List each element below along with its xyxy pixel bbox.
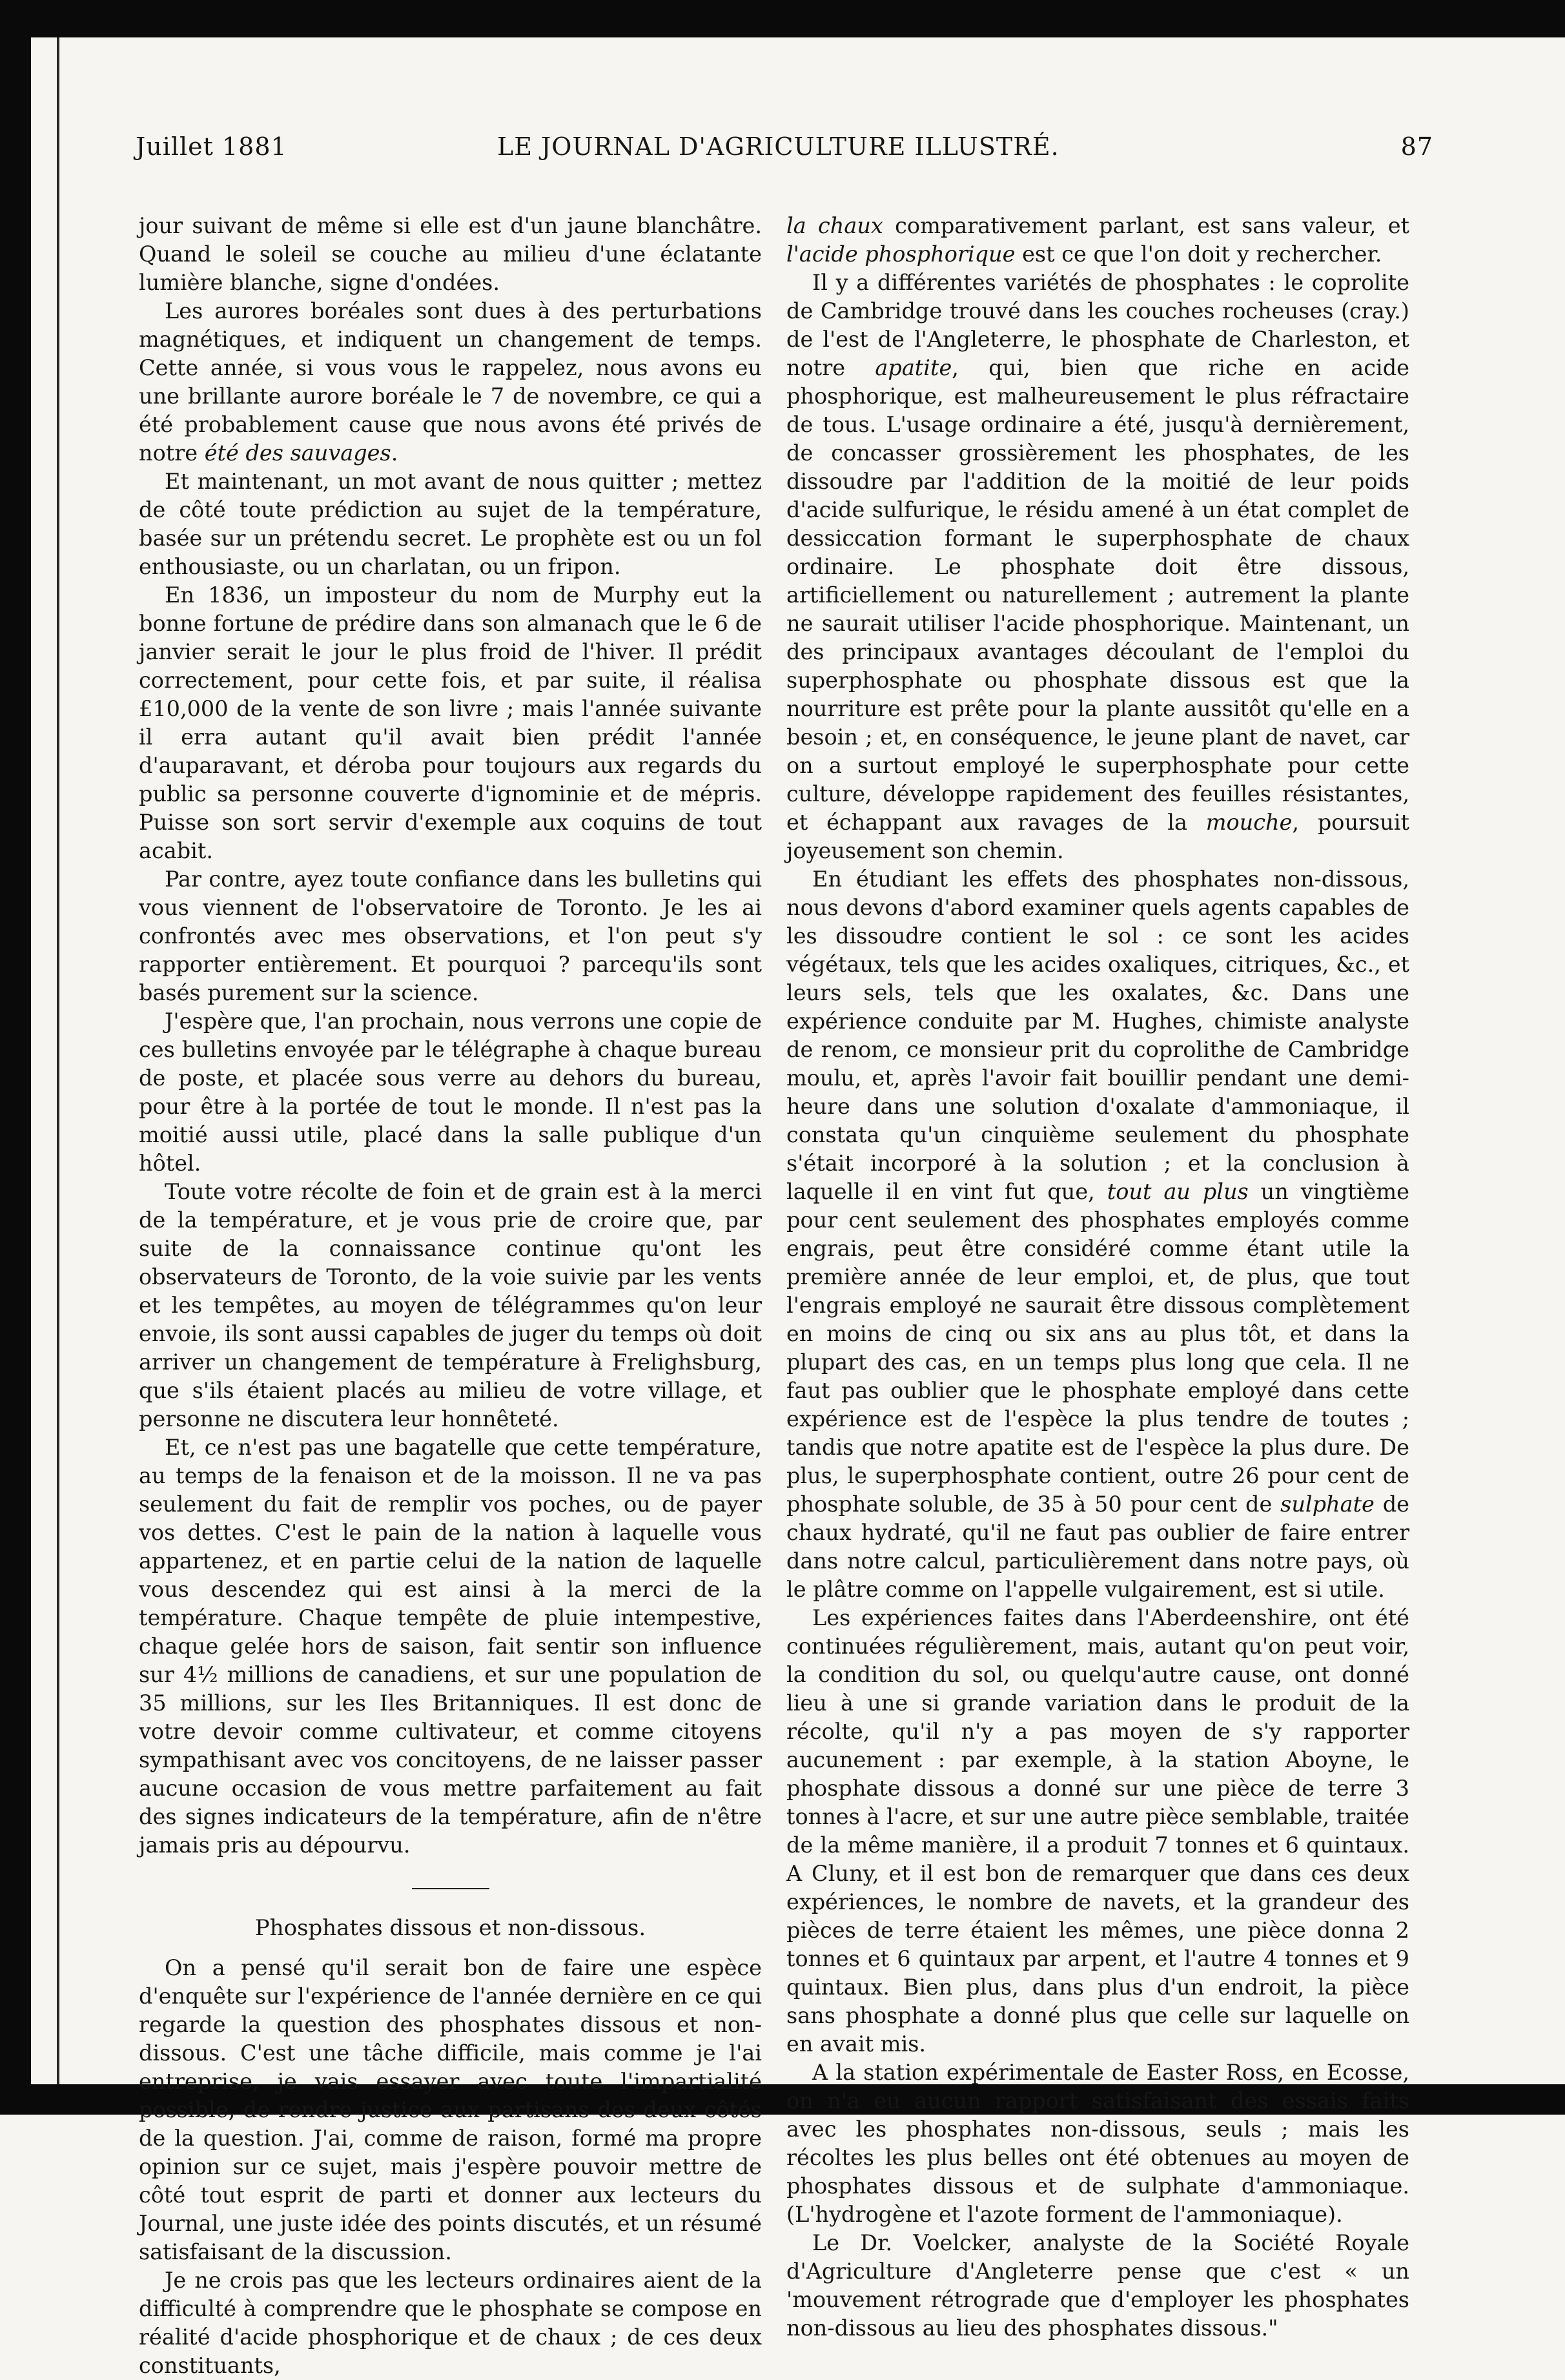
paragraph: la chaux comparativement parlant, est sans valeur, et l'acide phosphorique est ce que l'on doit y rechercher. [786,213,1409,267]
left-column [139,212,762,2378]
left-scan-border [0,0,31,2115]
paragraph: Il y a différentes variétés de phosphates : le coprolite de Cambridge trouvé dans les couches rocheuses (cray.) de l'est de l'Angleterre, le phosphate de Charleston, et notre apatite, qui, bien que riche en acide phosphorique, est malheureusement le plus réfractaire de tous. L'usage ordinaire a été, jusqu'à dernièrement, de concasser grossièrement les phosphates, de les dissoudre par l'addition de la moitié de leur poids d'acide sulfurique, le résidu amené à un état complet de dessiccation formant le superphosphate de chaux ordinaire. Le phosphate doit être dissous, artificiellement ou naturellement ; autrement la plante ne saurait utiliser l'acide phosphorique. Maintenant, un des principaux avantages découlant de l'emploi du superphosphate ou phosphate dissous est que la nourriture est prête pour la plante aussitôt qu'elle en a besoin ; et, en conséquence, le jeune plant de navet, car on a surtout employé le superphosphate pour cette culture, développe rapidement des feuilles résistantes, et échappant aux ravages de la mouche, poursuit joyeusement son chemin. [786,270,1409,863]
paragraph: Et maintenant, un mot avant de nous quitter ; mettez de côté toute prédiction au sujet de la température, basée sur un prétendu secret. Le prophète est ou un fol enthousiaste, ou un charlatan, ou un fripon. [139,469,762,579]
paragraph: En étudiant les effets des phosphates non-dissous, nous devons d'abord examiner quels agents capables de les dissoudre contient le sol : ce sont les acides végétaux, tels que les acides oxaliques, citriques, &c., et leurs sels, tels que les oxalates, &c. Dans une expérience conduite par M. Hughes, chimiste analyste de renom, ce monsieur prit du coprolithe de Cambridge moulu, et, après l'avoir fait bouillir pendant une demi-heure dans une solution d'oxalate d'ammoniaque, il constata qu'un cinquième seulement du phosphate s'était incorporé à la solution ; et la conclusion à laquelle il en vint fut que, tout au plus un vingtième pour cent seulement des phosphates employés comme engrais, peut être considéré comme étant utile la première année de leur emploi, et, de plus, que tout l'engrais employé ne saurait être dissous complètement en moins de cinq ou six ans au plus tôt, et dans la plupart des cas, en un temps plus long que cela. Il ne faut pas oublier que le phosphate employé dans cette expérience est de l'espèce la plus tendre de toutes ; tandis que notre apatite est de l'espèce la plus dure. De plus, le superphosphate contient, outre 26 pour cent de phosphate soluble, de 35 à 50 pour cent de sulphate de chaux hydraté, qu'il ne faut pas oublier de faire entrer dans notre calcul, particulièrement dans notre pays, où le plâtre comme on l'appelle vulgairement, est si utile. [786,867,1410,1602]
header-date: Juillet 1881 [136,132,287,161]
paragraph: Les expériences faites dans l'Aberdeenshire, ont été continuées régulièrement, mais, autant qu'on peut voir, la condition du sol, ou quelqu'autre cause, ont donné lieu à une si grande variation dans le produit de la récolte, qu'il n'y a pas moyen de s'y rapporter aucunement : par exemple, à la station Aboyne, le phosphate dissous a donné sur une pièce de terre 3 tonnes à l'acre, et sur une autre pièce semblable, traitée de la même manière, il a produit 7 tonnes et 6 quintaux. A Cluny, et il est bon de remarquer que dans ces deux expériences, le nombre de navets, et la grandeur des pièces de terre étaient les mêmes, une pièce donna 2 tonnes et 6 quintaux par arpent, et l'autre 4 tonnes et 9 quintaux. Bien plus, dans plus d'un endroit, la pièce sans phosphate a donné plus que celle sur laquelle on en avait mis. [786,1605,1409,2057]
page-number: 87 [1400,132,1433,161]
binding-rule [57,37,59,2084]
top-scan-border [0,0,1565,37]
paragraph: jour suivant de même si elle est d'un jaune blanchâtre. Quand le soleil se couche au milieu d'une éclatante lumière blanche, signe d'ondées. [139,213,762,295]
paragraph: J'espère que, l'an prochain, nous verrons une copie de ces bulletins envoyée par le télégraphe à chaque bureau de poste, et placée sous verre au dehors du bureau, pour être à la portée de tout le monde. Il n'est pas la moitié aussi utile, placé dans la salle publique d'un hôtel. [139,1009,762,1176]
section-divider [412,1888,489,1889]
paragraph: Toute votre récolte de foin et de grain est à la merci de la température, et je vous prie de croire que, par suite de la connaissance continue qu'ont les observateurs de Toronto, de la voie suivie par les vents et les tempêtes, au moyen de télégrammes qu'on leur envoie, ils sont aussi capables de juger du temps où doit arriver un changement de température à Frelighsburg, que s'ils étaient placés au milieu de votre village, et personne ne discutera leur honnêteté. [139,1179,762,1431]
paragraph: Et, ce n'est pas une bagatelle que cette température, au temps de la fenaison et de la moisson. Il ne va pas seulement du fait de remplir vos poches, ou de payer vos dettes. C'est le pain de la nation à laquelle vous appartenez, et en partie celui de la nation de laquelle vous descendez qui est ainsi à la merci de la température. Chaque tempête de pluie intempestive, chaque gelée hors de saison, fait sentir son influence sur 4½ millions de canadiens, et sur une population de 35 millions, sur les Iles Britanniques. Il est donc de votre devoir comme cultivateur, et comme citoyens sympathisant avec vos concitoyens, de ne laisser passer aucune occasion de vous mettre parfaitement au fait des signes indicateurs de la température, afin de n'être jamais pris au dépourvu. [139,1435,762,1858]
section-heading: Phosphates dissous et non-dissous. [254,1915,646,1941]
right-column [786,212,1410,2341]
paragraph: Par contre, ayez toute confiance dans les bulletins qui vous viennent de l'observatoire de Toronto. Je les ai confrontés avec mes observations, et l'on peut s'y rapporter entièrement. Et pourquoi ? parcequ'ils sont basés purement sur la science. [139,867,762,1005]
paragraph: A la station expérimentale de Easter Ross, en Ecosse, on n'a eu aucun rapport satisfaisant des essais faits avec les phosphates non-dissous, seuls ; mais les récoltes les plus belles ont été obtenues au moyen de phosphates dissous et de sulphate d'ammoniaque. (L'hydrogène et l'azote forment de l'ammoniaque). [786,2060,1409,2227]
paragraph: Je ne crois pas que les lecteurs ordinaires aient de la difficulté à comprendre que le phosphate se compose en réalité d'acide phosphorique et de chaux ; de ces deux constituants, [139,2268,762,2378]
paragraph: On a pensé qu'il serait bon de faire une espèce d'enquête sur l'expérience de l'année dernière en ce qui regarde la question des phosphates dissous et non-dissous. C'est une tâche difficile, mais comme je l'ai entreprise, je vais essayer avec toute l'impartialité possible, de rendre justice aux partisans des deux côtés de la question. J'ai, comme de raison, formé ma propre opinion sur ce sujet, mais j'espère pouvoir mettre de côté tout esprit de parti et donner aux lecteurs du Journal, une juste idée des points discutés, et un résumé satisfaisant de la discussion. [139,1955,762,2264]
paragraph: Les aurores boréales sont dues à des perturbations magnétiques, et indiquent un changement de temps. Cette année, si vous vous le rappelez, nous avons eu une brillante aurore boréale le 7 de novembre, ce qui a été probablement cause que nous avons été privés de notre été des sauvages. [139,298,762,466]
page-header [136,132,1433,171]
journal-title: LE JOURNAL D'AGRICULTURE ILLUSTRÉ. [497,132,1059,161]
paragraph: En 1836, un imposteur du nom de Murphy eut la bonne fortune de prédire dans son almanach que le 6 de janvier serait le jour le plus froid de l'hiver. Il prédit correctement, pour cette fois, et par suite, il réalisa £10,000 de la vente de son livre ; mais l'année suivante il erra autant qu'il avait bien prédit l'année d'auparavant, et déroba pour toujours aux regards du public sa personne couverte d'ignominie et de mépris. Puisse son sort servir d'exemple aux coquins de tout acabit. [139,582,762,863]
paragraph: Le Dr. Voelcker, analyste de la Société Royale d'Agriculture d'Angleterre pense que c'est « un 'mouvement rétrograde que d'employer les phosphates non-dissous au lieu des phosphates dissous." [786,2230,1409,2341]
